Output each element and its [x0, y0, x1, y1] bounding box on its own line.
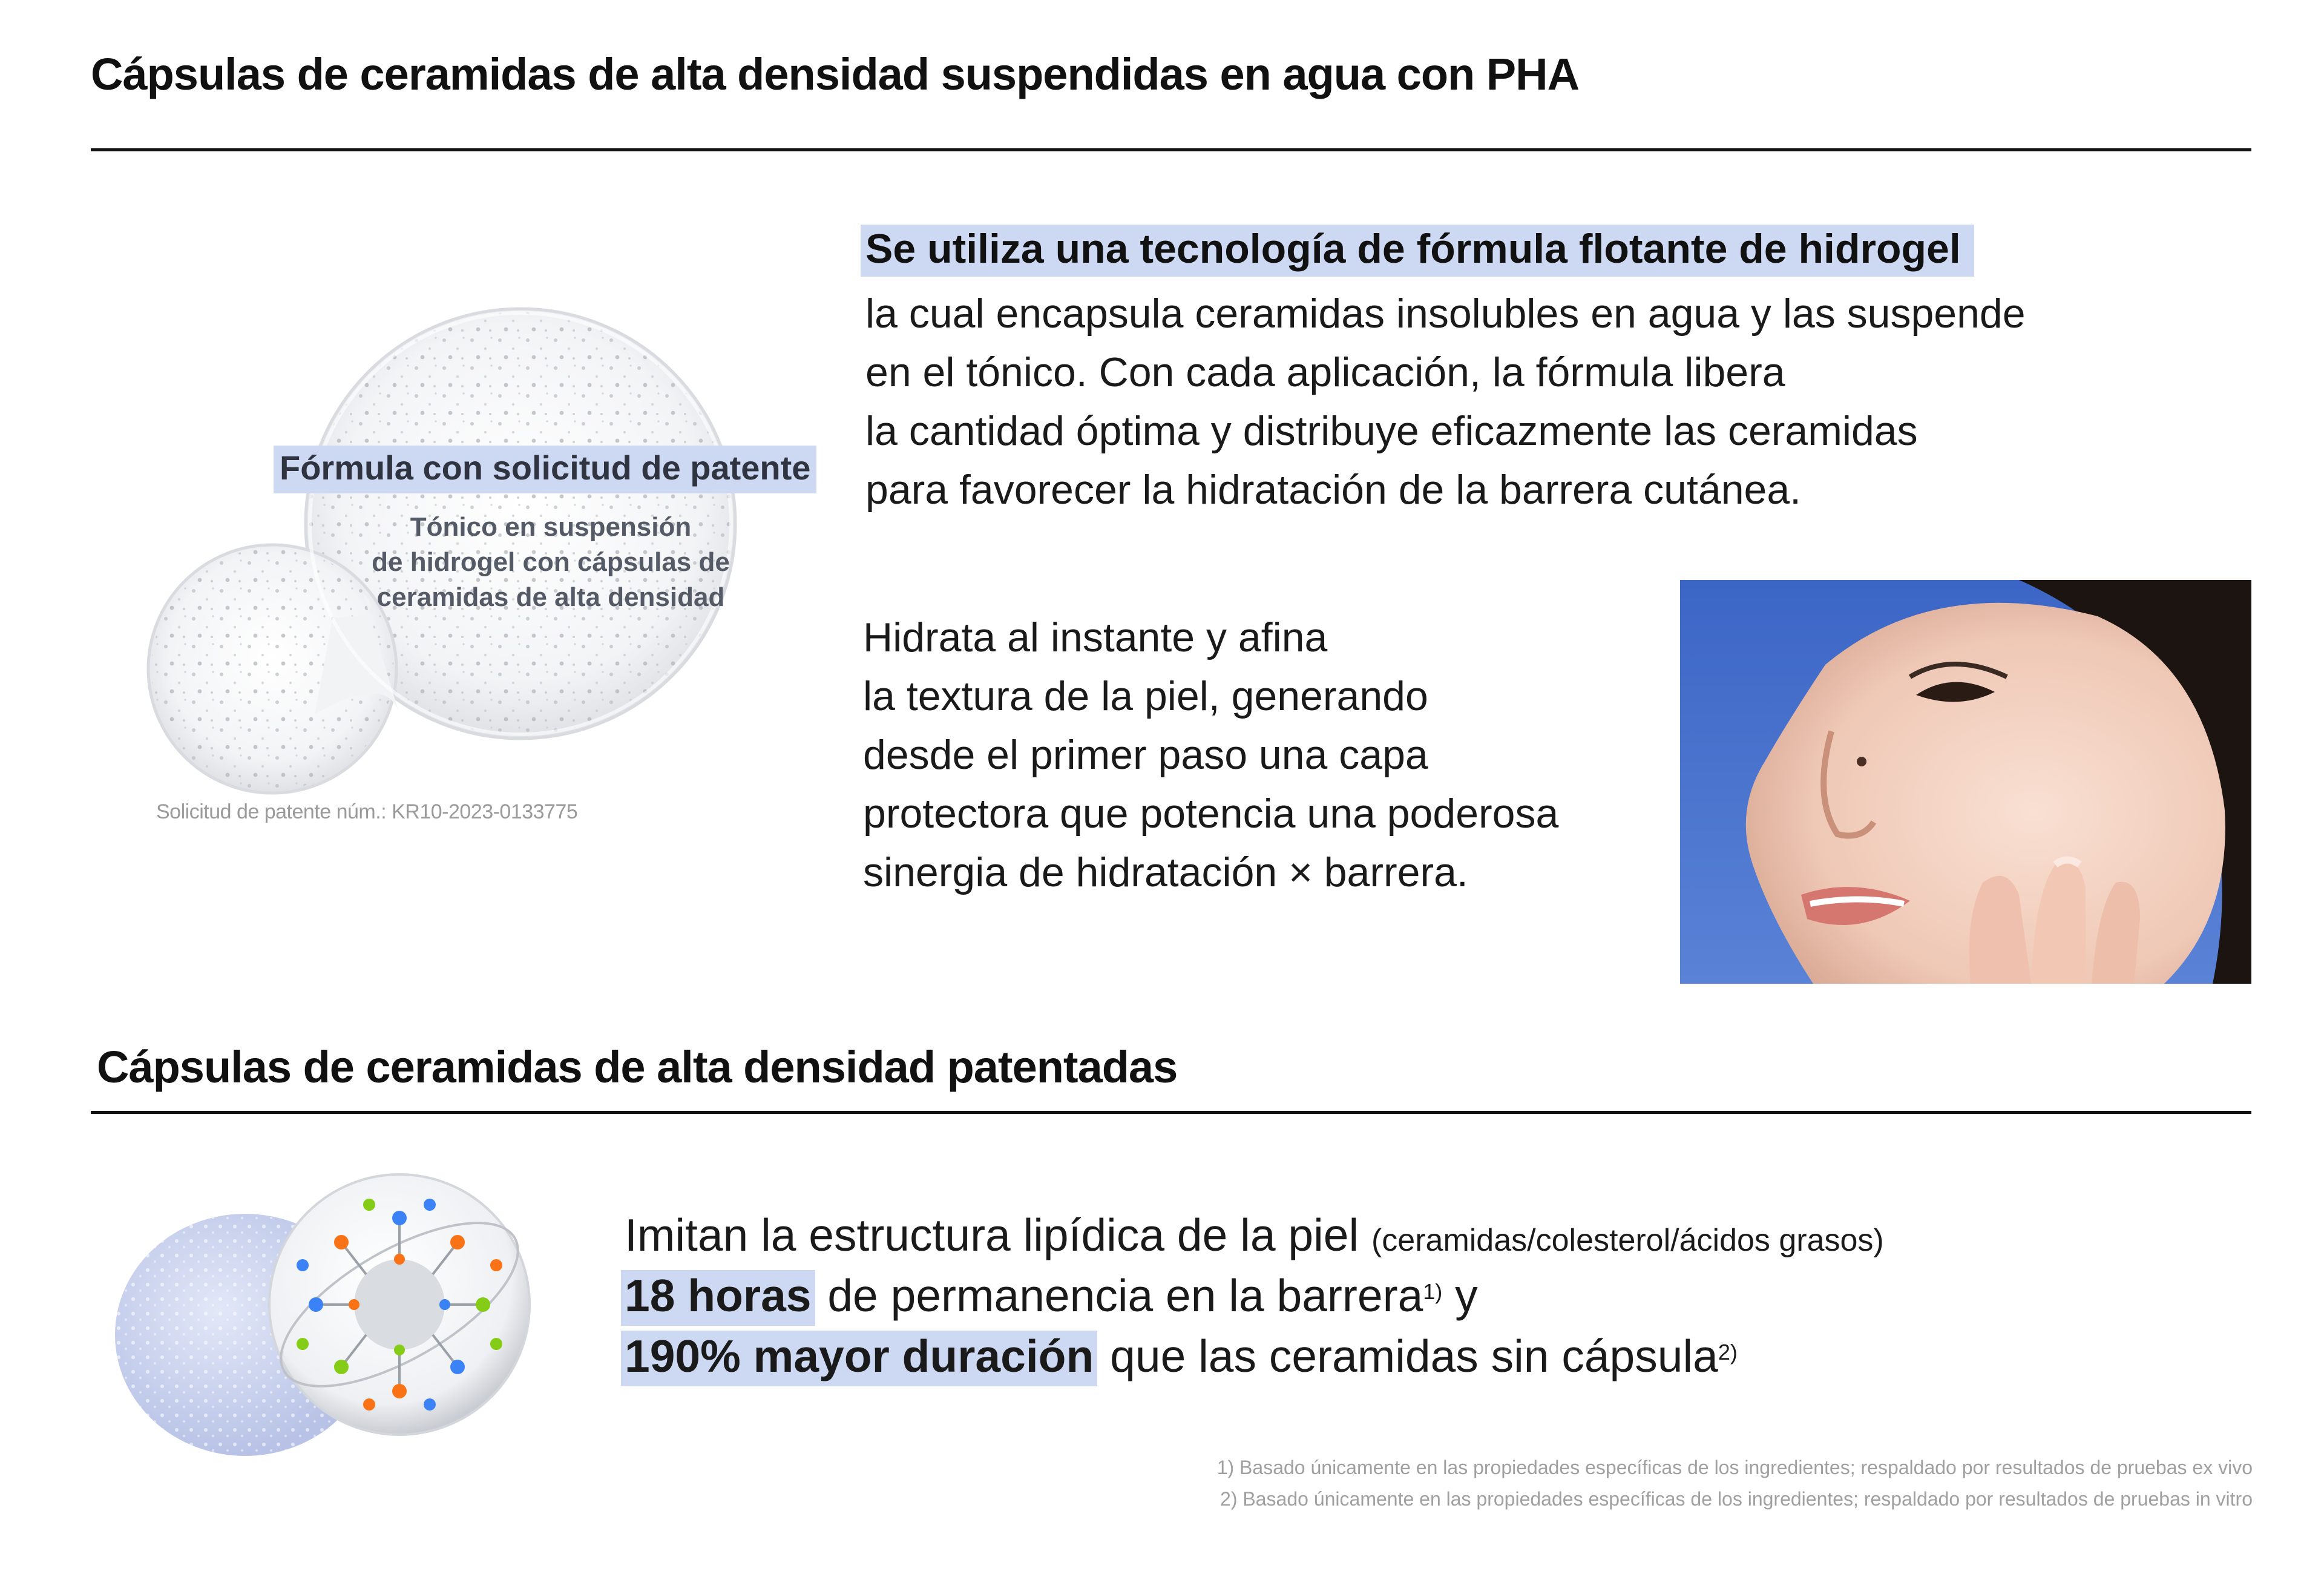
hours-highlight: 18 horas: [621, 1270, 815, 1326]
hydrate-line: sinergia de hidratación × barrera.: [863, 849, 1468, 895]
section-title-2: Cápsulas de ceramidas de alta densidad patentadas: [97, 1042, 1178, 1092]
hydrate-line: Hidrata al instante y afina: [863, 614, 1328, 660]
intro-line: para favorecer la hidratación de la barrera cutánea.: [865, 467, 1802, 513]
footnote-1: 1) Basado únicamente en las propiedades específicas de los ingredientes; respaldado por resultados de pruebas ex vivo: [1216, 1457, 2253, 1478]
section-title: Cápsulas de ceramidas de alta densidad suspendidas en agua con PHA: [91, 49, 1580, 99]
longevity-text: que las ceramidas sin cápsula: [1110, 1331, 1718, 1381]
ceramide-capsule-illustration: [115, 1150, 551, 1465]
footnote-ref-1: 1): [1423, 1279, 1443, 1304]
hydrate-line: desde el primer paso una capa: [863, 732, 1428, 778]
patent-number: Solicitud de patente núm.: KR10-2023-0133775: [156, 800, 578, 823]
lipid-structure-main: Imitan la estructura lipídica de la piel: [625, 1210, 1359, 1260]
hydrate-line: protectora que potencia una poderosa: [863, 791, 1559, 837]
intro-line: en el tónico. Con cada aplicación, la fórmula libera: [865, 349, 1785, 395]
drop-desc-line: ceramidas de alta densidad: [376, 582, 725, 612]
longevity-highlight: 190% mayor duración: [621, 1331, 1097, 1386]
intro-line: la cantidad óptima y distribuye eficazmente las ceramidas: [865, 408, 1918, 454]
hydrate-line: la textura de la piel, generando: [863, 673, 1428, 719]
drop-desc-line: de hidrogel con cápsulas de: [372, 547, 730, 577]
section-divider: [91, 148, 2251, 151]
intro-lead-highlight: Se utiliza una tecnología de fórmula flotante de hidrogel: [861, 225, 1974, 277]
footnote-2: 2) Basado únicamente en las propiedades específicas de los ingredientes; respaldado por resultados de pruebas in vitro: [1220, 1488, 2253, 1510]
woman-face-photo: [1680, 580, 2251, 984]
patent-label: Fórmula con solicitud de patente: [274, 446, 816, 493]
intro-body: [865, 285, 2026, 519]
drop-desc-line: Tónico en suspensión: [410, 512, 692, 542]
lipid-structure-note: (ceramidas/colesterol/ácidos grasos): [1371, 1223, 1884, 1258]
lipid-structure-line: [625, 1205, 1884, 1271]
footnote-ref-2: 2): [1718, 1340, 1738, 1365]
footnotes: [1217, 1452, 2253, 1515]
intro-line: la cual encapsula ceramidas insolubles en agua y las suspende: [865, 291, 2026, 337]
hydrate-body: [863, 608, 1558, 902]
barrier-text: de permanencia en la barrera: [827, 1270, 1423, 1321]
intro-lead: [861, 225, 1974, 272]
barrier-duration-line: [621, 1265, 1478, 1326]
barrier-end: y: [1455, 1270, 1478, 1321]
longevity-line: [621, 1326, 1738, 1386]
section-divider-2: [91, 1111, 2251, 1114]
drop-description: [339, 510, 763, 615]
